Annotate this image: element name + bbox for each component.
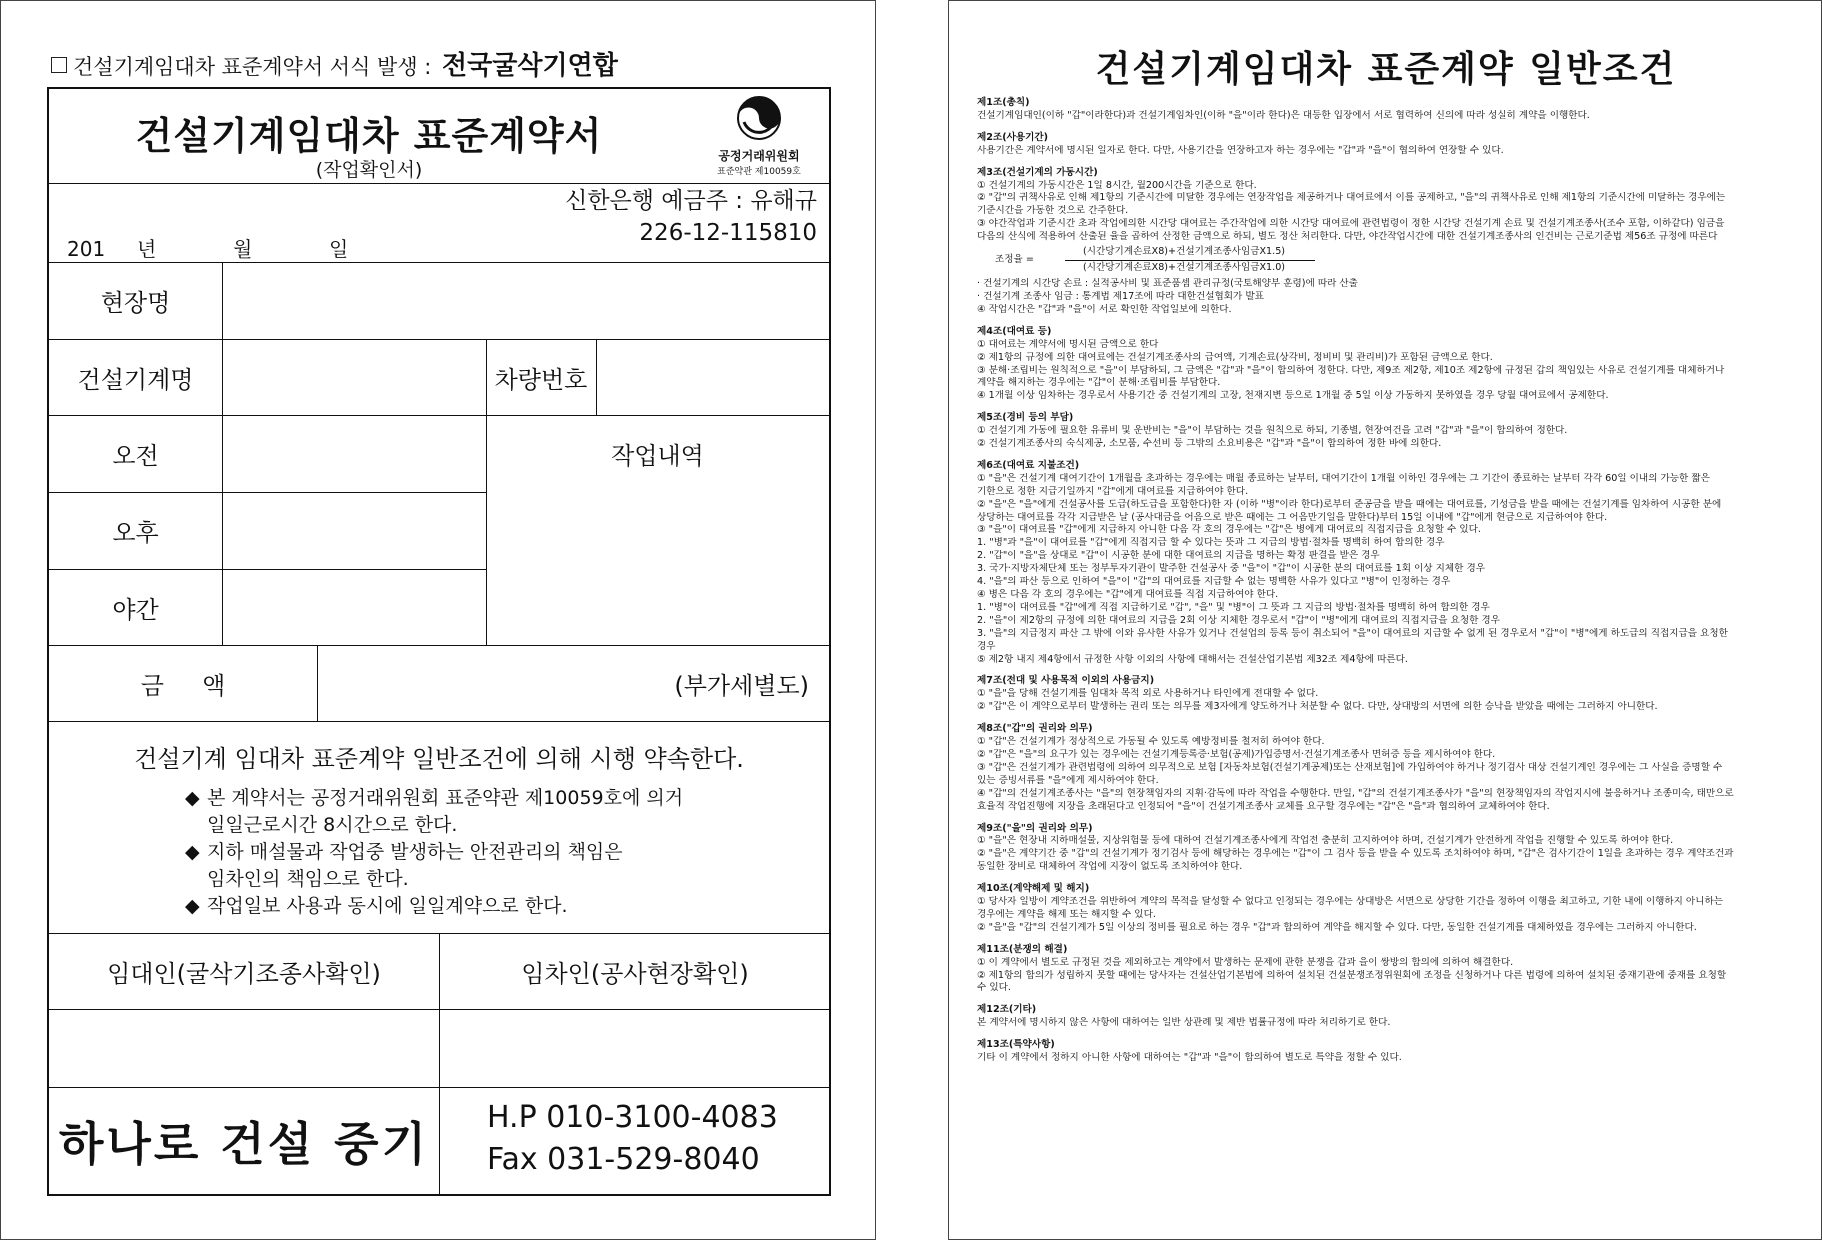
date-year-unit: 년 xyxy=(137,237,157,261)
section-line: ③ "갑"은 건설기계가 관련법령에 의하여 의무적으로 보험 [자동차보험(건설기계공제)또는 산재보험]에 가입하여야 하거나 정기검사 대상 건설기계인 경우에는 그 사실을 증명할 수 xyxy=(977,761,1723,773)
section-line: 4. "을"의 파산 등으로 인하여 "을"이 "갑"의 대여료를 지급할 수 없는 명백한 사유가 있다고 "병"이 인정하는 경우 xyxy=(977,576,1451,588)
contract-form xyxy=(47,87,831,1196)
section-heading: 제13조(특약사항) xyxy=(977,1039,1055,1051)
adjustment-formula xyxy=(995,246,1795,276)
section-heading: 제7조(전대 및 사용목적 이외의 사용금지) xyxy=(977,675,1155,687)
terms-section xyxy=(977,675,1795,714)
section-line: 수 있다. xyxy=(977,982,1011,994)
section-line: ① 대여료는 계약서에 명시된 금액으로 한다 xyxy=(977,338,1159,350)
section-line: 3. "을"의 지급정지 파산 그 밖에 이와 유사한 사유가 있거나 건설업의 등록 등이 취소되어 "을"이 대여료의 지급할 수 없게 된 경우로서 "갑"이 "병"에게 하도급의 직접지급을 요청한 xyxy=(977,627,1728,639)
section-line: ① "을"은 현장내 지하매설물, 지상위험물 등에 대하여 건설기계조종사에게 작업전 충분히 고지하여야 하며, 건설기계가 안전하게 작업을 진행할 수 있도록 하여야 한다. xyxy=(977,835,1674,847)
afternoon-hours-field[interactable] xyxy=(224,494,484,568)
section-line: 3. 국가·지방자체단체 또는 정부투자기관이 발주한 건설공사 중 "을"이 "갑"이 시공한 분의 대여료를 1회 이상 지체한 경우 xyxy=(977,563,1486,575)
section-line: 경우에는 계약을 해제 또는 해지할 수 있다. xyxy=(977,908,1156,920)
form-issuer: 전국굴삭기연합 xyxy=(442,51,618,81)
section-line: ③ 야간작업과 기준시간 초과 작업에의한 시간당 대여료는 주간작업에 의한 시간당 대여료에 관련법령이 정한 시간당 건설기계 손료 및 건설기계조종사(조수 포함, 이하같다) 임금을 xyxy=(977,218,1725,230)
terms-section xyxy=(977,723,1795,813)
company-name: 하나로 건설 중기 xyxy=(58,1116,430,1171)
phone-number: H.P 010-3100-4083 xyxy=(487,1100,778,1135)
section-line: 1. "병"이 대여료를 "갑"에게 직접 지급하기로 "갑", "을" 및 "병"이 그 뜻과 그 지급의 방법·절차를 명백히 하여 합의한 경우 xyxy=(977,601,1490,613)
form-source-line xyxy=(51,45,618,82)
section-line: ① 당사자 일방이 계약조건을 위반하여 계약의 목적을 달성할 수 없다고 인정되는 경우에는 상대방은 서면으로 상당한 기간을 정하여 이행을 최고하고, 기한 내에 이행하지 아니하는 xyxy=(977,896,1724,908)
section-heading: 제3조(건설기계의 가동시간) xyxy=(977,166,1098,178)
morning-label: 오전 xyxy=(112,442,159,470)
lessor-label: 임대인(굴삭기조종사확인) xyxy=(107,959,381,988)
ftc-standard-number: 표준약관 제10059호 xyxy=(717,167,801,177)
section-line: ③ "을"이 대여료를 "갑"에게 지급하지 아니한 다음 각 호의 경우에는 "갑"은 병에게 대여료의 직접지급을 요청할 수 있다. xyxy=(977,524,1481,536)
section-line: 기준시간을 가동한 것으로 간주한다. xyxy=(977,205,1129,217)
night-hours-field[interactable] xyxy=(224,571,484,644)
divider xyxy=(317,645,318,721)
terms-section xyxy=(977,132,1795,158)
section-heading: 제10조(계약해제 및 해지) xyxy=(977,883,1090,895)
terms-section xyxy=(977,883,1795,935)
section-line: ④ 병은 다음 각 호의 경우에는 "갑"에게 대여료를 직접 지급하여야 한다. xyxy=(977,589,1279,600)
section-line: ② "을"은 "을"에게 건설공사를 도급(하도급을 포함한다)한 자 (이하 "병"이라 한다)로부터 준공금을 받을 때에는 대여료를, 기성금을 받을 때에는 건설기계를 임차하여 시공한 분에 xyxy=(977,498,1722,510)
terms-section xyxy=(977,1004,1795,1030)
section-line: ④ "갑"의 건설기계조종사는 "을"의 현장책임자의 지휘·감독에 따라 작업을 수행한다. 만일, "갑"의 건설기계조종사가 "을"의 현장책임자의 작업지시에 불응하거나 조종미숙, 태만으로 xyxy=(977,787,1734,799)
section-heading: 제2조(사용기간) xyxy=(977,131,1049,143)
diamond-bullet-icon: ◆ xyxy=(185,787,200,809)
section-heading: 제4조(대여료 등) xyxy=(977,325,1052,337)
date-month-unit: 월 xyxy=(233,237,253,261)
terms-section xyxy=(977,326,1795,403)
formula-numerator: (시간당기계손료X8)+건설기계조종사임금X1.5) xyxy=(1083,246,1286,258)
section-line: ④ 작업시간은 "갑"과 "을"이 서로 확인한 작업일보에 의한다. xyxy=(977,303,1232,315)
section-heading: 제11조(분쟁의 해결) xyxy=(977,943,1068,955)
section-line: ② "갑"은 이 계약으로부터 발생하는 권리 또는 의무를 제3자에게 양도하거나 처분할 수 없다. 다만, 상대방의 서면에 의한 승낙을 받았을 때에는 그러하지 아니한다. xyxy=(977,701,1658,713)
section-line: 다음의 산식에 적용하여 산출된 율을 곱하여 산정한 금액으로 하되, 별도 정산 처리한다. 다만, 야간작업시간에 대한 건설기계조종사의 인건비는 근로기준법 제56조 규정에 따른다 xyxy=(977,231,1718,243)
section-heading: 제9조("을"의 권리와 의무) xyxy=(977,822,1093,834)
section-line: ① 이 계약에서 별도로 규정된 것을 제외하고는 계약에서 발생하는 문제에 관한 분쟁을 갑과 을이 쌍방의 합의에 의하여 해결한다. xyxy=(977,956,1514,968)
section-line: 건설기계임대인(이하 "갑"이라한다)과 건설기계임차인(이하 "을"이라 한다)은 대등한 입장에서 서로 협력하여 신의에 따라 성실히 계약을 이행한다. xyxy=(977,109,1590,121)
afternoon-label: 오후 xyxy=(112,519,159,547)
terms-section xyxy=(977,167,1795,317)
divider xyxy=(222,262,223,645)
amount-label: 금 액 xyxy=(140,671,226,700)
divider xyxy=(439,933,440,1194)
contract-title: 건설기계임대차 표준계약서 xyxy=(135,114,603,158)
machine-name-field[interactable] xyxy=(224,341,484,414)
date-year: 201 xyxy=(67,237,106,261)
terms-title: 건설기계임대차 표준계약 일반조건 xyxy=(1095,49,1677,90)
section-heading: 제8조("갑"의 권리와 의무) xyxy=(977,723,1093,735)
section-line: ② "갑"의 귀책사유로 인해 제1항의 기준시간에 미달한 경우에는 연장작업을 제공하거나 대여료에서 이를 공제하고, "을"의 귀책사유로 인해 제1항의 기준시간에 미달하는 경우에는 xyxy=(977,192,1726,204)
plate-number-label: 차량번호 xyxy=(494,365,588,394)
section-line: 기타 이 계약에서 정하지 아니한 사항에 대하여는 "갑"과 "을"이 합의하여 별도로 특약을 정할 수 있다. xyxy=(977,1052,1402,1064)
lessee-signature-area[interactable] xyxy=(441,1011,827,1087)
section-line: 동일한 장비로 대체하여 작업에 지장이 없도록 조치하여야 한다. xyxy=(977,861,1243,873)
section-heading: 제5조(경비 등의 부담) xyxy=(977,412,1074,424)
section-line: ② "을"을 "갑"의 건설기계가 5일 이상의 정비를 필요로 하는 경우 "갑"과 합의하여 계약을 해지할 수 있다. 다만, 동일한 건설기계를 대체하였을 경우에는 그러하지 아니한다. xyxy=(977,921,1697,933)
terms-section xyxy=(977,97,1795,123)
note-text: 지하 매설물과 작업중 발생하는 안전관리의 책임은 xyxy=(207,841,623,863)
section-line: ③ 분해·조립비는 원칙적으로 "을"이 부담하되, 그 금액은 "갑"과 "을"이 합의하여 정한다. 다만, 제9조 제2항, 제10조 제2항에 규정된 갑의 책임있는 사유로 건설기계를 대체하거나 xyxy=(977,364,1725,376)
divider xyxy=(49,721,829,722)
section-line: · 건설기계의 시간당 손료 : 실적공사비 및 표준품셈 관리규정(국토해양부 훈령)에 따라 산출 xyxy=(977,278,1358,290)
section-line: 상당하는 대여료를 각각 지급받은 날 (공사대금을 어음으로 받은 때에는 그 어음만기일을 말한다)부터 15일 이내에 "갑"에게 현금으로 지급하여야 한다. xyxy=(977,511,1608,523)
section-line: · 건설기계 조종사 임금 : 통계법 제17조에 따라 대한건설협회가 발표 xyxy=(977,290,1264,302)
fax-number: Fax 031-529-8040 xyxy=(487,1142,760,1177)
formula-label: 조정율 = xyxy=(995,254,1034,266)
formula-denominator: (시간당기계손료X8)+건설기계조종사임금X1.0) xyxy=(1083,262,1286,274)
lessor-signature-area[interactable] xyxy=(51,1011,437,1087)
plate-number-field[interactable] xyxy=(598,341,827,414)
lessee-label: 임차인(공사현장확인) xyxy=(521,959,749,988)
date-day-unit: 일 xyxy=(329,237,349,261)
note-text: 일일근로시간 8시간으로 한다. xyxy=(207,814,458,836)
note-item xyxy=(185,785,683,839)
terms-section xyxy=(977,412,1795,451)
note-text: 작업일보 사용과 동시에 일일계약으로 한다. xyxy=(207,895,568,917)
ftc-name: 공정거래위원회 xyxy=(718,149,800,163)
diamond-bullet-icon: ◆ xyxy=(185,895,200,917)
divider xyxy=(596,339,597,415)
work-details-label: 작업내역 xyxy=(611,442,704,470)
site-name-label: 현장명 xyxy=(100,289,171,317)
form-source-prefix: 건설기계임대차 표준계약서 서식 발생 : xyxy=(73,55,432,79)
machine-name-label: 건설기계명 xyxy=(77,365,194,394)
checkbox-square-icon xyxy=(51,57,67,73)
work-details-field[interactable] xyxy=(488,494,827,644)
amount-field[interactable] xyxy=(319,647,827,720)
section-line: ① 건설기계의 가동시간은 1일 8시간, 월200시간을 기준으로 한다. xyxy=(977,179,1257,191)
terms-page xyxy=(948,0,1822,1240)
company-contact xyxy=(487,1097,778,1181)
section-line: ① "을"을 당해 건설기계를 임대차 목적 외로 사용하거나 타인에게 전대할 수 없다. xyxy=(977,688,1319,700)
section-line: 사용기간은 계약서에 명시된 일자로 한다. 다만, 사용기간을 연장하고자 하는 경우에는 "갑"과 "을"이 협의하여 연장할 수 있다. xyxy=(977,144,1504,156)
terms-section xyxy=(977,944,1795,996)
divider xyxy=(49,183,829,184)
contract-subtitle: (작업확인서) xyxy=(315,159,423,181)
vat-excluded-note: (부가세별도) xyxy=(674,672,809,700)
section-line: 효율적 작업진행에 지장을 초래된다고 인정되어 "을"이 건설기계조종사 교체를 요구할 경우에는 "갑"은 "을"과 협의하여 교체하여야 한다. xyxy=(977,800,1550,812)
bank-account-number: 226-12-115810 xyxy=(639,220,817,246)
section-line: 2. "을"이 제2항의 규정에 의한 대여료의 지급을 2회 이상 지체한 경우로서 "갑"이 "병"에게 대여료의 직접지급을 요청한 경우 xyxy=(977,614,1500,626)
section-heading: 제1조(총칙) xyxy=(977,97,1030,108)
note-text: 임차인의 책임으로 한다. xyxy=(207,868,409,890)
section-heading: 제6조(대여료 지불조건) xyxy=(977,459,1080,471)
section-line: 1. "병"과 "을"이 대여료를 "갑"에게 직접지급 할 수 있다는 뜻과 그 지급의 방법·절차를 명백히 하여 합의한 경우 xyxy=(977,537,1445,549)
section-line: 있는 증빙서류를 "을"에게 제시하여야 한다. xyxy=(977,774,1159,786)
ftc-emblem-icon xyxy=(736,95,782,141)
terms-body xyxy=(977,97,1795,1074)
terms-section xyxy=(977,823,1795,875)
section-line: ② 제1항의 합의가 성립하지 못할 때에는 당사자는 건설산업기본법에 의하여 설치된 건설분쟁조정위원회에 조정을 신청하거나 다른 법령에 의하여 설치된 중재기관에 중재를 요청할 xyxy=(977,969,1727,981)
night-label: 야간 xyxy=(112,595,159,624)
site-name-field[interactable] xyxy=(224,264,827,338)
section-line: ① "을"은 건설기계 대여기간이 1개월을 초과하는 경우에는 매월 종료하는 날부터, 대여기간이 1개월 이하인 경우에는 그 기간이 종료하는 날부터 각각 60일 이내의 가능한 짧은 xyxy=(977,472,1710,484)
section-line: 계약을 해지하는 경우에는 "갑"이 분해·조립비를 부담한다. xyxy=(977,377,1221,389)
terms-section xyxy=(977,460,1795,667)
note-text: 본 계약서는 공정거래위원회 표준약관 제10059호에 의거 xyxy=(207,787,684,809)
diamond-bullet-icon: ◆ xyxy=(185,841,200,863)
section-line: 2. "갑"이 "을"을 상대로 "갑"이 시공한 분에 대한 대여료의 지급을 명하는 확정 판결을 받은 경우 xyxy=(977,550,1380,562)
morning-hours-field[interactable] xyxy=(224,417,484,491)
ftc-logo xyxy=(709,95,809,177)
section-line: 기한으로 정한 지급기일까지 "갑"에게 대여료를 지급하여야 한다. xyxy=(977,485,1249,497)
note-item xyxy=(185,839,683,893)
section-line: ① 건설기계 가동에 필요한 유류비 및 운반비는 "을"이 부담하는 것을 원칙으로 하되, 기종별, 현장여건을 고려 "갑"과 "을"이 합의하여 정한다. xyxy=(977,425,1568,437)
section-line: ④ 1개월 이상 임차하는 경우로서 사용기간 중 건설기계의 고장, 천재지변 등으로 1개월 중 5일 이상 가동하지 못하였을 경우 당월 대여료에서 공제한다. xyxy=(977,390,1609,402)
section-line: 경우 xyxy=(977,640,996,652)
section-heading: 제12조(기타) xyxy=(977,1004,1037,1016)
section-line: ⑤ 제2항 내지 제4항에서 규정한 사항 이외의 사항에 대해서는 건설산업기본법 제32조 제4항에 따른다. xyxy=(977,653,1408,665)
section-line: ② 제1항의 규정에 의한 대여료에는 건설기계조종사의 급여액, 기계손료(상각비, 정비비 및 관리비)가 포함된 금액으로 한다. xyxy=(977,351,1493,363)
section-line: ① "갑"은 건설기계가 정상적으로 가동될 수 있도록 예방정비를 철저히 하여야 한다. xyxy=(977,736,1325,748)
terms-section xyxy=(977,1039,1795,1065)
section-line: ② 건설기계조종사의 숙식제공, 소모품, 수선비 등 그밖의 소요비용은 "갑"과 "을"이 합의하여 정한 바에 의한다. xyxy=(977,438,1442,450)
note-item xyxy=(185,893,683,920)
section-line: ② "갑"은 "을"의 요구가 있는 경우에는 건설기계등록증·보험(공제)가입증명서·건설기계조종사 면허증 등을 제시하여야 한다. xyxy=(977,748,1496,760)
bank-info xyxy=(565,185,817,249)
contract-page xyxy=(0,0,876,1240)
pledge-statement: 건설기계 임대차 표준계약 일반조건에 의해 시행 약속한다. xyxy=(134,745,744,773)
formula-fraction-bar xyxy=(1065,260,1315,261)
bank-account-holder: 신한은행 예금주 : 유해규 xyxy=(565,188,817,214)
contract-notes xyxy=(185,785,683,920)
section-line: 본 계약서에 명시하지 않은 사항에 대하여는 일반 상관례 및 제반 법률규정에 따라 처리하기로 한다. xyxy=(977,1017,1391,1029)
contract-date xyxy=(67,233,348,262)
section-line: ② "을"은 계약기간 중 "갑"의 건설기계가 정기검사 등에 해당하는 경우에는 "갑"이 그 검사 등을 받을 수 있도록 조치하여야 하며, "갑"은 검사기간이 1일을 초과하는 경우 계약조건과 xyxy=(977,848,1734,860)
